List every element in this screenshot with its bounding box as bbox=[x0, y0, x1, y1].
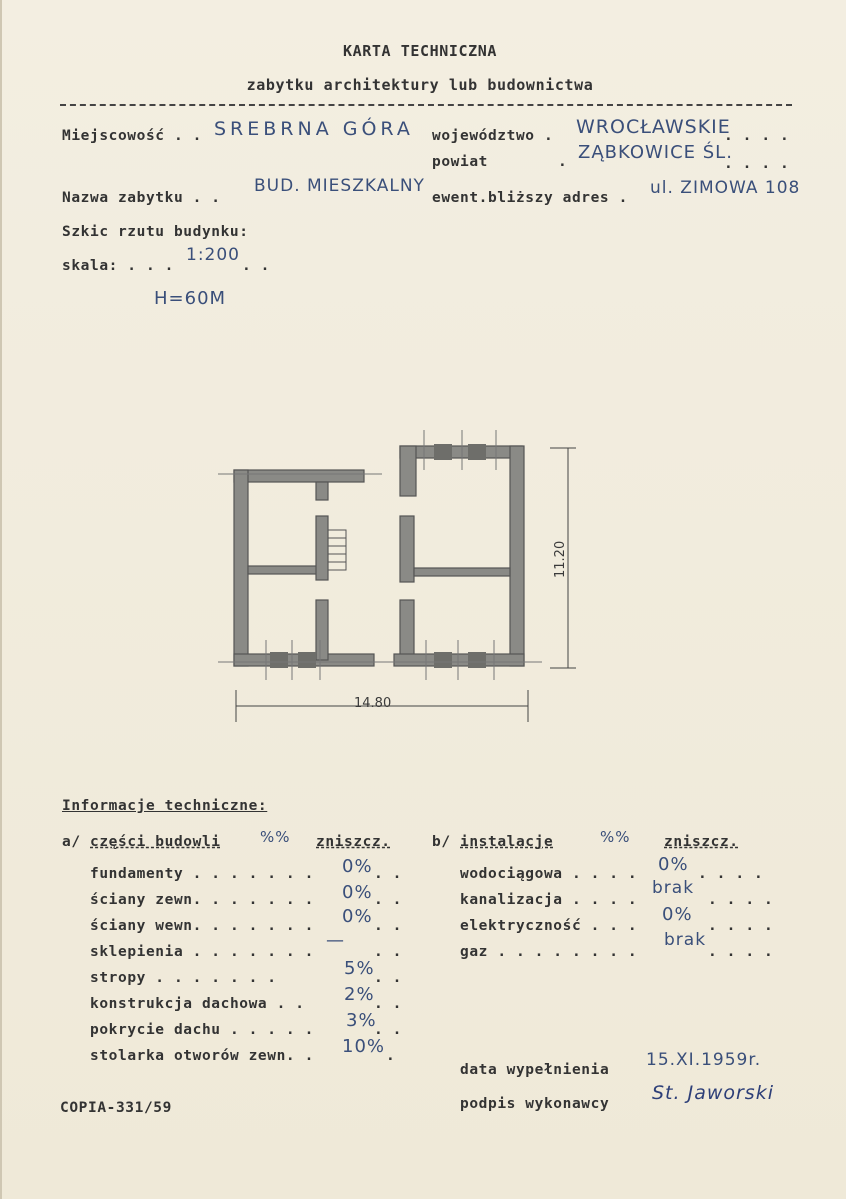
powiat-label: powiat bbox=[432, 154, 488, 170]
skala-dots: . . bbox=[242, 258, 270, 274]
podpis-label: podpis wykonawcy bbox=[460, 1096, 610, 1112]
a-row-tail: . . bbox=[374, 866, 402, 882]
wall bbox=[414, 568, 510, 576]
wall bbox=[510, 446, 524, 666]
b-row-value: brak bbox=[652, 878, 695, 898]
b-col2-header: zniszcz. bbox=[664, 834, 739, 850]
szkic-label: Szkic rzutu budynku: bbox=[62, 224, 249, 240]
miejscowosc-label: Miejscowość . . bbox=[62, 128, 202, 144]
a-col2-header: zniszcz. bbox=[316, 834, 391, 850]
a-row-label: ściany zewn. . . . . . . bbox=[90, 892, 314, 908]
a-row-tail: . . bbox=[374, 892, 402, 908]
b-row-label: kanalizacja . . . . bbox=[460, 892, 638, 908]
plan-ticks bbox=[218, 430, 542, 680]
height-note: H=60M bbox=[154, 288, 227, 309]
a-row-label: stolarka otworów zewn. . bbox=[90, 1048, 314, 1064]
wojewodztwo-dots: . . . . bbox=[724, 128, 790, 144]
wall bbox=[400, 600, 414, 660]
wall bbox=[234, 470, 364, 482]
wall bbox=[400, 516, 414, 582]
b-row-value: brak bbox=[664, 930, 707, 950]
a-row-value: 0% bbox=[342, 882, 373, 903]
b-col1-header: instalacje bbox=[460, 834, 554, 850]
a-row-tail: . . bbox=[374, 970, 402, 986]
skala-value: 1:200 bbox=[186, 245, 240, 265]
b-row-tail: . . . . bbox=[708, 944, 774, 960]
wall bbox=[316, 516, 328, 580]
a-col1-header: części budowli bbox=[90, 834, 221, 850]
miejscowosc-value: SREBRNA GÓRA bbox=[214, 118, 414, 140]
data-label: data wypełnienia bbox=[460, 1062, 610, 1078]
b-row-label: elektryczność . . . bbox=[460, 918, 638, 934]
wall bbox=[400, 446, 522, 458]
b-prefix: b/ bbox=[432, 834, 451, 850]
nazwa-label: Nazwa zabytku . . bbox=[62, 190, 221, 206]
a-row-label: pokrycie dachu . . . . . bbox=[90, 1022, 314, 1038]
b-row-tail: . . . . bbox=[708, 918, 774, 934]
wall bbox=[234, 470, 248, 666]
a-row-tail: . . bbox=[374, 996, 402, 1012]
skala-label: skala: . . . bbox=[62, 258, 174, 274]
wojewodztwo-label: województwo . bbox=[432, 128, 554, 144]
signature: St. Jaworski bbox=[652, 1082, 774, 1104]
plan-walls bbox=[234, 446, 524, 666]
plan-stairs bbox=[328, 530, 346, 570]
b-pct-header: %% bbox=[600, 828, 631, 846]
width-dimension-label: 14.80 bbox=[354, 696, 392, 711]
document-title: KARTA TECHNICZNA bbox=[342, 42, 498, 60]
a-row-value: — bbox=[326, 930, 345, 951]
powiat-dots: . . . . bbox=[724, 156, 790, 172]
adres-label: ewent.bliższy adres . bbox=[432, 190, 628, 206]
b-row-tail: . . . . bbox=[708, 892, 774, 908]
a-pct-header: %% bbox=[260, 828, 291, 846]
wall bbox=[316, 600, 328, 660]
a-row-value: 10% bbox=[342, 1036, 386, 1057]
a-row-tail: . . bbox=[374, 1022, 402, 1038]
a-prefix: a/ bbox=[62, 834, 81, 850]
copia-number: COPIA-331/59 bbox=[60, 1100, 172, 1116]
a-row-label: stropy . . . . . . . bbox=[90, 970, 277, 986]
a-row-value: 2% bbox=[344, 984, 375, 1005]
floor-plan-sketch bbox=[2, 0, 846, 1199]
a-row-label: sklepienia . . . . . . . bbox=[90, 944, 314, 960]
b-row-tail: . . . . bbox=[698, 866, 764, 882]
adres-value: ul. ZIMOWA 108 bbox=[650, 178, 801, 198]
b-row-label: gaz . . . . . . . . bbox=[460, 944, 638, 960]
a-row-tail: . . bbox=[374, 918, 402, 934]
a-row-value: 5% bbox=[344, 958, 375, 979]
tech-heading: Informacje techniczne: bbox=[62, 798, 268, 814]
nazwa-value: BUD. MIESZKALNY bbox=[254, 176, 425, 196]
wojewodztwo-value: WROCŁAWSKIE bbox=[576, 116, 731, 138]
document-subtitle: zabytku architektury lub budownictwa bbox=[246, 76, 594, 94]
a-row-value: 3% bbox=[346, 1010, 377, 1031]
data-value: 15.XI.1959r. bbox=[646, 1050, 762, 1070]
b-row-label: wodociągowa . . . . bbox=[460, 866, 638, 882]
a-row-label: fundamenty . . . . . . . bbox=[90, 866, 314, 882]
a-row-label: konstrukcja dachowa . . bbox=[90, 996, 305, 1012]
powiat-dot: . bbox=[558, 154, 568, 170]
b-row-value: 0% bbox=[662, 904, 693, 925]
a-row-tail: . bbox=[386, 1048, 396, 1064]
wall bbox=[248, 566, 318, 574]
wall bbox=[394, 654, 524, 666]
a-row-label: ściany wewn. . . . . . . bbox=[90, 918, 314, 934]
b-row-value: 0% bbox=[658, 854, 689, 875]
powiat-value: ZĄBKOWICE ŚL. bbox=[578, 142, 733, 163]
depth-dimension-label: 11.20 bbox=[553, 540, 568, 578]
wall bbox=[400, 446, 416, 496]
a-row-tail: . . bbox=[374, 944, 402, 960]
a-row-value: 0% bbox=[342, 856, 373, 877]
wall bbox=[316, 482, 328, 500]
a-row-value: 0% bbox=[342, 906, 373, 927]
